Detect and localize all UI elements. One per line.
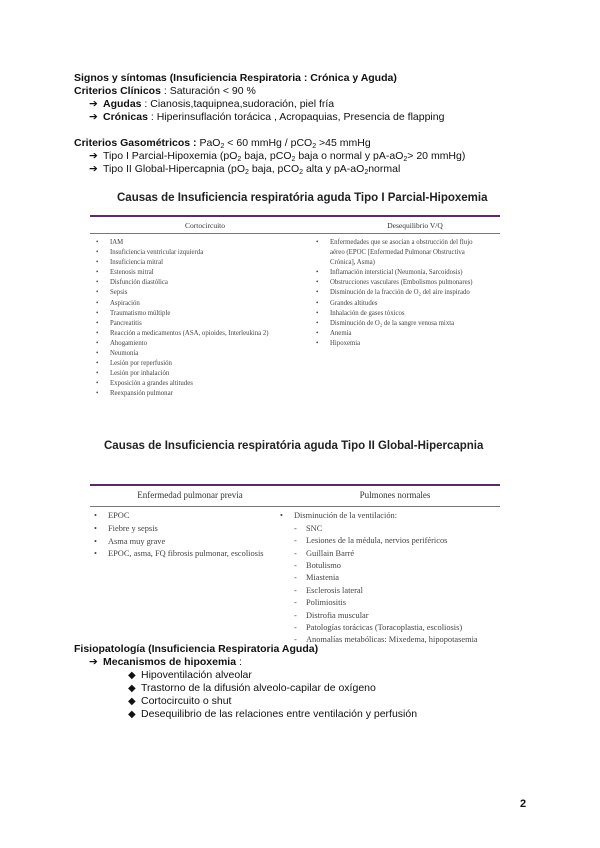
table2-col2-lead: • Disminución de la ventilación:: [280, 510, 478, 523]
table1-list-item: • Disminución de O₂ de la sangre venosa mixta: [316, 319, 473, 329]
tipo1-b: baja, pCO: [241, 150, 292, 162]
table1-col1-header: Cortocircuito: [185, 221, 225, 230]
table1-header-rule: [90, 233, 500, 234]
tipo2-a: Tipo II Global-Hipercapnia (pO: [103, 163, 246, 175]
table2-sub-item: - Polimiositis: [280, 597, 478, 609]
table1-list-item: • Lesión por inhalación: [96, 369, 269, 379]
mecanismos-list: [128, 669, 417, 721]
table1-list-item: • Enfermedades que se asocian a obstrucción del flujo: [316, 238, 473, 248]
table2-sub-item: - Lesiones de la médula, nervios periféricos: [280, 535, 478, 547]
criterios-gasometricos: [74, 137, 371, 150]
table1-list-item: aéreo (EPOC [Enfermedad Pulmonar Obstructiva: [330, 249, 465, 257]
mecanismo-text: Cortocircuito o shut: [141, 695, 232, 707]
mecanismos-colon: :: [236, 656, 242, 668]
table1-title: Causas de Insuficiencia respiratória aguda Tipo I Parcial-Hipoxemia: [117, 192, 488, 204]
table2-list-item: • Fiebre y sepsis: [94, 523, 264, 536]
table1-list-item: • IAM: [96, 238, 269, 248]
gaso-pco2-val: >45 mmHg: [316, 137, 371, 149]
cronicas-label: Crónicas: [103, 111, 148, 123]
mecanismo-item: [128, 708, 417, 721]
cronicas-line: [89, 111, 444, 124]
mecanismo-item: [128, 695, 417, 708]
criterios-clinicos-label: Criterios Clínicos: [74, 85, 161, 97]
diamond-bullet-icon: ◆: [128, 709, 136, 720]
table1-col2-header: Desequilibrio V/Q: [387, 221, 443, 230]
sub2: 2: [245, 169, 249, 176]
table2-sub-item: - Botulismo: [280, 560, 478, 572]
table2-top-rule: [90, 484, 500, 486]
table1-list-item: • Ahogamiento: [96, 339, 269, 349]
page-number: 2: [520, 798, 527, 810]
table1-list-item: • Lesión por reperfusión: [96, 359, 269, 369]
arrow-right-icon: ➔: [89, 163, 98, 175]
table2-list-item: • EPOC: [94, 510, 264, 523]
table1-list-item: • Hipoxemia: [316, 339, 473, 349]
tipo1-d: > 20 mmHg): [407, 150, 466, 162]
criterios-clinicos-value: : Saturación < 90 %: [160, 85, 256, 97]
criterios-clinicos: [74, 85, 256, 98]
agudas-value: : Cianosis,taquipnea,sudoración, piel fría: [141, 98, 335, 110]
table2-sub-item: - Anomalías metabólicas: Mixedema, hipopotasemia: [280, 634, 478, 646]
table2-col2-list: [280, 523, 478, 647]
table2: [90, 484, 500, 645]
tipo2-c: alta y pA-aO: [303, 163, 365, 175]
table1-list-item: • Disminución de la fracción de O₂ del aire inspirado: [316, 288, 473, 298]
sub2: 2: [403, 156, 408, 163]
signos-heading: Signos y síntomas (Insuficiencia Respiratoria : Crónica y Aguda): [74, 72, 397, 84]
cronicas-value: : Hiperinsuflación torácica , Acropaquias, Presencia de flapping: [147, 111, 445, 123]
table2-col1-header: Enfermedad pulmonar previa: [137, 490, 243, 500]
sub2: 2: [220, 143, 225, 150]
table1-top-rule: [90, 215, 500, 217]
tipo1-line: [89, 150, 465, 163]
gaso-pao2: PaO: [196, 137, 221, 149]
mecanismo-text: Desequilibrio de las relaciones entre ventilación y perfusión: [141, 708, 418, 720]
table2-sub-item: - Guillain Barré: [280, 548, 478, 560]
table1-col1: [96, 238, 269, 400]
sub2: 2: [237, 156, 242, 163]
table2-sub-item: - Patologías torácicas (Toracoplastia, escoliosis): [280, 622, 478, 634]
tipo2-d: normal: [368, 163, 401, 175]
table1-list-item: • Exposición a grandes altitudes: [96, 379, 269, 389]
table2-col1: [94, 510, 264, 561]
table1-list-item: • Estenosis mitral: [96, 268, 269, 278]
mecanismo-item: [128, 669, 417, 682]
table1-col2: [316, 238, 473, 349]
table2-col2-header: Pulmones normales: [359, 490, 431, 500]
agudas-label: Agudas: [103, 98, 142, 110]
table1-list-item: • Aspiración: [96, 299, 269, 309]
tipo2-line: [89, 163, 400, 176]
table2-list-item: • EPOC, asma, FQ fibrosis pulmonar, escoliosis: [94, 548, 264, 561]
tipo2-b: baja, pCO: [248, 163, 300, 175]
table1-list-item: Crónica], Asma): [330, 259, 375, 267]
table2-list-item: • Asma muy grave: [94, 536, 264, 549]
table1-list-item: • Grandes altitudes: [316, 299, 473, 309]
sub2: 2: [291, 156, 296, 163]
gaso-pao2-val: < 60 mmHg / pCO: [224, 137, 313, 149]
sub2: 2: [364, 169, 369, 176]
table1-list-item: • Anemia: [316, 329, 473, 339]
mecanismo-text: Hipoventilación alveolar: [141, 669, 252, 681]
diamond-bullet-icon: ◆: [128, 670, 136, 681]
table2-sub-item: - Distrofia muscular: [280, 610, 478, 622]
table2-header-rule: [90, 506, 500, 507]
table2-col2: [280, 510, 478, 647]
mecanismo-item: [128, 682, 417, 695]
table2-title: Causas de Insuficiencia respiratória aguda Tipo II Global-Hipercapnia: [104, 440, 484, 452]
tipo1-c: baja o normal y pA-aO: [295, 150, 404, 162]
table1-list-item: • Neumonía: [96, 349, 269, 359]
fisio-heading: Fisiopatología (Insuficiencia Respiratoria Aguda): [74, 643, 319, 655]
mecanismo-text: Trastorno de la difusión alveolo-capilar de oxígeno: [141, 682, 376, 694]
sub2: 2: [312, 143, 317, 150]
arrow-right-icon: ➔: [89, 656, 98, 668]
mecanismos-label: Mecanismos de hipoxemia: [103, 656, 237, 668]
table1-list-item: • Reexpansión pulmonar: [96, 389, 269, 399]
agudas-line: [89, 98, 334, 111]
gaso-label: Criterios Gasométricos :: [74, 137, 197, 149]
tipo1-a: Tipo I Parcial-Hipoxemia (pO: [103, 150, 238, 162]
table1-list-item: • Reacción a medicamentos (ASA, opioides, Interleukina 2): [96, 329, 269, 339]
table1-list-item: • Insuficiencia ventricular izquierda: [96, 248, 269, 258]
table1-list-item: • Inhalación de gases tóxicos: [316, 309, 473, 319]
arrow-right-icon: ➔: [89, 150, 98, 162]
arrow-right-icon: ➔: [89, 111, 98, 123]
table2-sub-item: - Esclerosis lateral: [280, 585, 478, 597]
table1-list-item: • Disfunción diastólica: [96, 278, 269, 288]
table1-list-item: • Pancreatitis: [96, 319, 269, 329]
table1-list-item: • Sepsis: [96, 288, 269, 298]
mecanismos-line: [89, 656, 242, 669]
table1-list-item: • Obstrucciones vasculares (Embolismos pulmonares): [316, 278, 473, 288]
table1-list-item: • Insuficiencia mitral: [96, 258, 269, 268]
table1-list-item: • Traumatismo múltiple: [96, 309, 269, 319]
table1-list-item: • Inflamación intersticial (Neumonía, Sarcoidosis): [316, 268, 473, 278]
arrow-right-icon: ➔: [89, 98, 98, 110]
diamond-bullet-icon: ◆: [128, 696, 136, 707]
table2-sub-item: - SNC: [280, 523, 478, 535]
table2-sub-item: - Miastenia: [280, 572, 478, 584]
sub2: 2: [299, 169, 304, 176]
table1: [90, 215, 500, 415]
diamond-bullet-icon: ◆: [128, 683, 136, 694]
